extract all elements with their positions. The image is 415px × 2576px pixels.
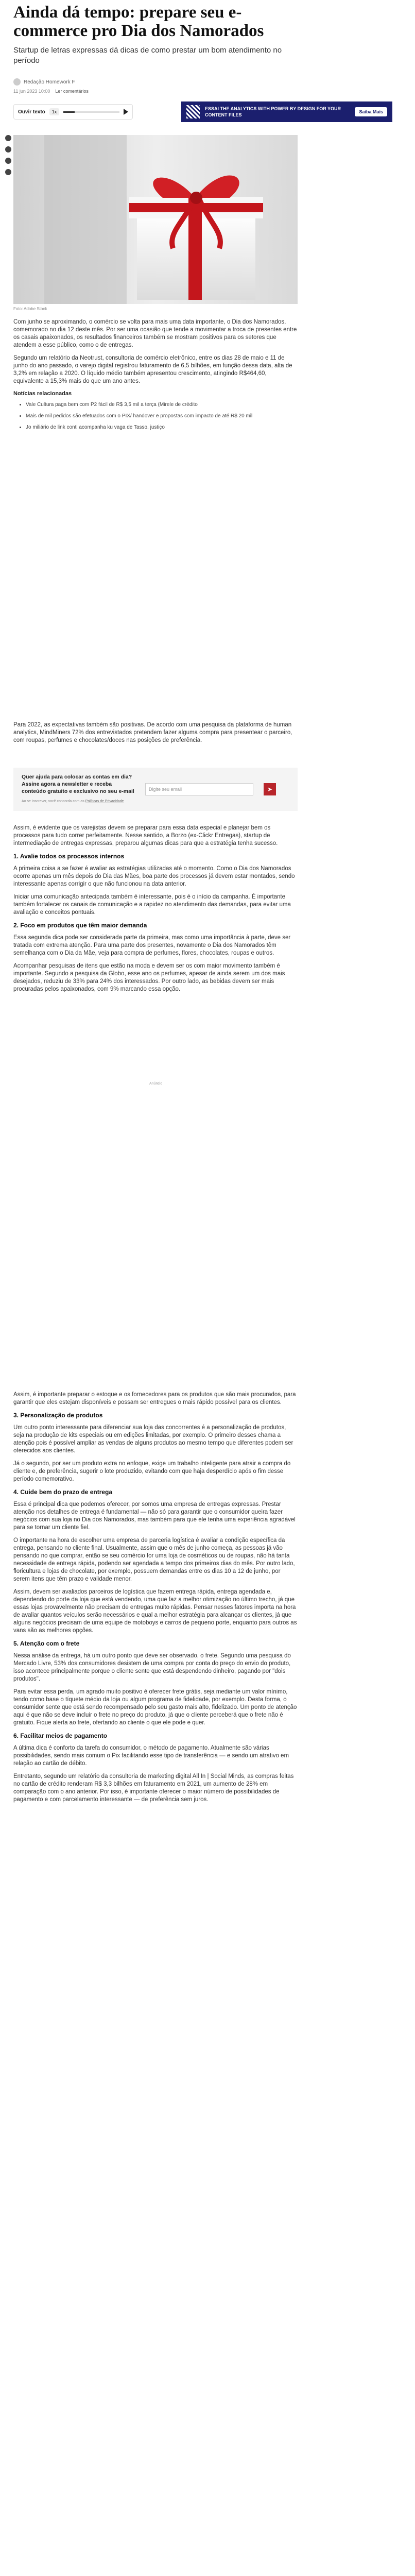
- newsletter-submit-button[interactable]: ➤: [264, 783, 276, 795]
- paragraph-2022: [13, 721, 298, 744]
- article-body-part3: [13, 824, 298, 998]
- paragraph: Acompanhar pesquisas de itens que estão na moda e devem ser os com maior movimento também é importante. Segundo a pesquisa da Globo, esse ano os perfumes, apesar de ainda serem um dos mais desejados, reduziu de 33% para 24% dos interessados. Por outro lado, as bebidas devem ser mais procuradas pelos apaixonados, com 9% marcando essa opção.: [13, 963, 285, 992]
- audio-player[interactable]: [13, 104, 133, 120]
- newsletter-email-input[interactable]: Digite seu email: [145, 783, 253, 795]
- facebook-icon[interactable]: [5, 135, 11, 141]
- newsletter-privacy-prefix: Ao se inscrever, você concorda com as: [22, 800, 85, 803]
- paragraph: Para evitar essa perda, um agrado muito positivo é oferecer frete grátis, seja mediante um valor mínimo, tendo como base o tíquete médio da loja ou algum programa de fidelidade, por exemplo. Desta forma, o consumidor sente que está sendo recompensado pelo seu gasto mais alto, fidelizado. Um ponto de atenção aqui é que não se deve incluir o frete no preço do produto, já que o cliente perceberá que o frete não é gratuito. Fique alerta ao frete, ofertando ao cliente o que ele pode e quer.: [13, 1689, 297, 1726]
- section-heading-5: 5. Atenção com o frete: [13, 1640, 80, 1647]
- article-body-part2: [13, 721, 298, 750]
- privacy-policy-link[interactable]: Políticas de Privacidade: [85, 800, 124, 803]
- dateline: [13, 89, 89, 94]
- paragraph: A última dica é conforto da tarefa do consumidor, o método de pagamento. Atualmente são várias possibilidades, sendo mais comum o Pix facilitando esse tipo de transferência — e sendo um atrativo em relação ao cartão de débito.: [13, 1745, 289, 1767]
- related-list: [26, 401, 298, 432]
- newsletter-text-block: [22, 773, 135, 805]
- twitter-icon[interactable]: [5, 146, 11, 152]
- section-heading-3: 3. Personalização de produtos: [13, 1412, 103, 1419]
- ad-label: Anúncio: [149, 1082, 163, 1086]
- gift-box-photo: [13, 135, 298, 304]
- paragraph: Assim, é importante preparar o estoque e os fornecedores para os produtos que são mais procurados, para garantir que eles estejam disponíveis e possam ser entregues o mais rápido possível para os clientes.: [13, 1392, 296, 1405]
- article-title: Ainda dá tempo: prepare seu e-commerce pro Dia dos Namorados: [13, 3, 264, 40]
- top-ad-banner[interactable]: [181, 101, 392, 122]
- ad-banner-button[interactable]: Saiba Mais: [355, 107, 387, 116]
- ad-logo-icon: [186, 105, 200, 118]
- related-link[interactable]: • Jo miliário de link conti acompanha ku vaga de Tasso, justiço: [26, 423, 298, 432]
- audio-progress-slider[interactable]: [63, 111, 119, 113]
- paragraph: Assim, é evidente que os varejistas devem se preparar para essa data especial e planejar bem os processos para tudo correr perfeitamente. Nesse sentido, a Borzo (ex-Clickr Entregas), startup de intermediação de entregas expressas, preparou algumas dicas para que a estratégia tenha sucesso.: [13, 825, 278, 846]
- play-icon[interactable]: [124, 109, 128, 115]
- paragraph: Essa segunda dica pode ser considerada parte da primeira, mas como uma importância à parte, deve ser tratada com extrema atenção. Para uma parte dos presentes, novamente o Dia dos Namorados têm semelhança com o Dia da Mãe, veja para compra de perfumes, flores, chocolates, roupas e outros.: [13, 935, 291, 956]
- paragraph: Entretanto, segundo um relatório da consultoria de marketing digital All In | Social Minds, as compras feitas no cartão de crédito renderam R$ 3,3 bilhões em faturamento em 2021, um aumento de 28% em comparação com o ano anterior. Por isso, é importante oferecer o maior número de possibilidades de pagamento e com parcelamento interessante — de preferência sem juros.: [13, 1773, 294, 1803]
- author-name[interactable]: Redação Homework F: [24, 79, 75, 85]
- whatsapp-icon[interactable]: [5, 158, 11, 164]
- intro-paragraph: Com junho se aproximando, o comércio se volta para mais uma data importante, o Dia dos Namorados, comemorado no dia 12 deste mês. Por ser uma ocasião que tende a movimentar a troca de presentes entre os casais apaixonados, os resultados financeiros também se mostram positivos para os setores que atendem a esse público, como o de entregas.: [13, 319, 297, 348]
- author-avatar: [13, 78, 21, 86]
- paragraph: Nessa análise da entrega, há um outro ponto que deve ser observado, o frete. Segundo uma pesquisa do Mercado Livre, 53% dos consumidores desistem de uma compra por conta do preço do envio do produto, isso acontece principalmente porque o cliente sente que está despendendo dinheiro, pagando por "dois produtos".: [13, 1653, 291, 1682]
- related-link[interactable]: • Vale Cultura paga bem com P2 fácil de R$ 3,5 mil a terça (Mirele de crédito: [26, 401, 298, 409]
- comments-link[interactable]: Ler comentários: [55, 89, 89, 94]
- publish-date: 11 jun 2023 10:00: [13, 89, 50, 94]
- paragraph: O importante na hora de escolher uma empresa de parceria logística é avaliar a condição específica da entrega, pensando no cliente final. Usualmente, assim que o mês de junho começa, as pessoas já vão pensando no que comprar, então se seu comércio for uma loja de cosméticos ou de roupas, não há tanta necessidade de entrega rápida, podendo ser agendada a tempo dos primeiros dias do mês. Por outro lado, floricultura e lojas de chocolate, por exemplo, possuem demandas entre os dias 10 a 12 de junho, por serem itens que têm prazo e validade menor.: [13, 1537, 295, 1582]
- share-bar: [5, 135, 11, 175]
- article-body-part4: [13, 1391, 298, 1809]
- newsletter-text: Quer ajuda para colocar as contas em dia? Assine agora a newsletter e receba conteúdo gratuito e exclusivo no seu e-mail: [22, 774, 134, 794]
- section-heading-6: 6. Facilitar meios de pagamento: [13, 1732, 108, 1739]
- intro-paragraph: Segundo um relatório da Neotrust, consultoria de comércio eletrônico, entre os dias 28 de maio e 11 de junho do ano passado, o varejo digital registrou faturamento de 6,5 bilhões, em função dessa data, alta de 3,2% em relação a 2020. O líquido médio também apresentou crescimento, atingindo R$464,60, equivalente a 15,3% mais do que um ano antes.: [13, 355, 292, 384]
- section-heading-1: 1. Avalie todos os processos internos: [13, 853, 125, 860]
- byline: [13, 78, 75, 86]
- related-heading: Notícias relacionadas: [13, 391, 72, 397]
- section-heading-4: 4. Cuide bem do prazo de entrega: [13, 1488, 113, 1496]
- related-link[interactable]: • Mais de mil pedidos são efetuados com o PIX/ handover e propostas com impacto de até R$ 20 mil: [26, 412, 298, 420]
- image-caption: Foto: Adobe Stock: [13, 307, 47, 311]
- article-body-part1: [13, 318, 298, 438]
- paragraph-2022-text: Para 2022, as expectativas também são positivas. De acordo com uma pesquisa da plataforma de human analytics, MindMiners 72% dos entrevistados pretendem fazer alguma compra para presentear o parceiro, com roupas, perfumes e chocolates/doces nas posições de preferência.: [13, 722, 292, 743]
- paragraph: Já o segundo, por ser um produto extra no enfoque, exige um trabalho inteligente para atrair a compra do cliente e, de preferência, sugerir o lote produzido, evitando com que haja desperdício após o fim desse período comemorativo.: [13, 1461, 291, 1482]
- audio-label: Ouvir texto: [18, 109, 45, 115]
- pinterest-icon[interactable]: [5, 169, 11, 175]
- paragraph: Iniciar uma comunicação antecipada também é interessante, pois é o início da campanha. É importante também fortalecer os canais de comunicação e a rapidez no atendimento das demandas, para evitar uma avaliação e conceitos pontuais.: [13, 894, 291, 916]
- newsletter-box: [13, 768, 298, 811]
- section-heading-2: 2. Foco em produtos que têm maior demanda: [13, 922, 147, 929]
- paragraph: Assim, devem ser avaliados parceiros de logística que fazem entrega rápida, entrega agendada e, dependendo do porte da loja que está vendendo, uma que faz a melhor otimização no último trecho, já que essas lojas provavelmente não precisam de entregas muito rápidas. Pensar nesses fatores importa na hora de avaliar quantos veículos serão necessários e qual a melhor estratégia para alcançar os clientes, já que alguns negócios precisam de uma equipe de motoboys e carros de pequeno porte, enquanto para outros as vans são as melhores opções.: [13, 1589, 297, 1634]
- audio-speed-button[interactable]: 1x: [49, 108, 60, 115]
- paragraph: Um outro ponto interessante para diferenciar sua loja das concorrentes é a personalização de produtos, seja na produção de kits especiais ou em edições limitadas, por exemplo. O primeiro desses chama a atenção pois é possível ampliar as vendas de alguns produtos ao mesmo tempo que diferentes podem ser oferecidos aos clientes.: [13, 1425, 293, 1454]
- article-subtitle: Startup de letras expressas dá dicas de como prestar um bom atendimento no período: [13, 46, 282, 65]
- hero-image: [13, 135, 298, 304]
- paragraph: Essa é principal dica que podemos oferecer, por somos uma empresa de entregas expressas. Prestar atenção nos detalhes de entrega é fundamental — não só para garantir que o consumidor queira fazer negócios com sua loja no Dia dos Namorados, mas também para que ele tenha uma experiência agradável para se tornar um cliente fiel.: [13, 1501, 296, 1531]
- ad-banner-text: ESSAI THE ANALYTICS WITH POWER BY DESIGN FOR YOUR CONTENT FILES: [205, 106, 341, 117]
- newsletter-privacy: [22, 798, 135, 805]
- paragraph: A primeira coisa a se fazer é avaliar as estratégias utilizadas até o momento. Como o Dia dos Namorados ocorre apenas um mês depois do Dia das Mães, boa parte dos processos já devem estar montados, sendo interessante apenas corrigir o que não funcionou na data anterior.: [13, 866, 295, 887]
